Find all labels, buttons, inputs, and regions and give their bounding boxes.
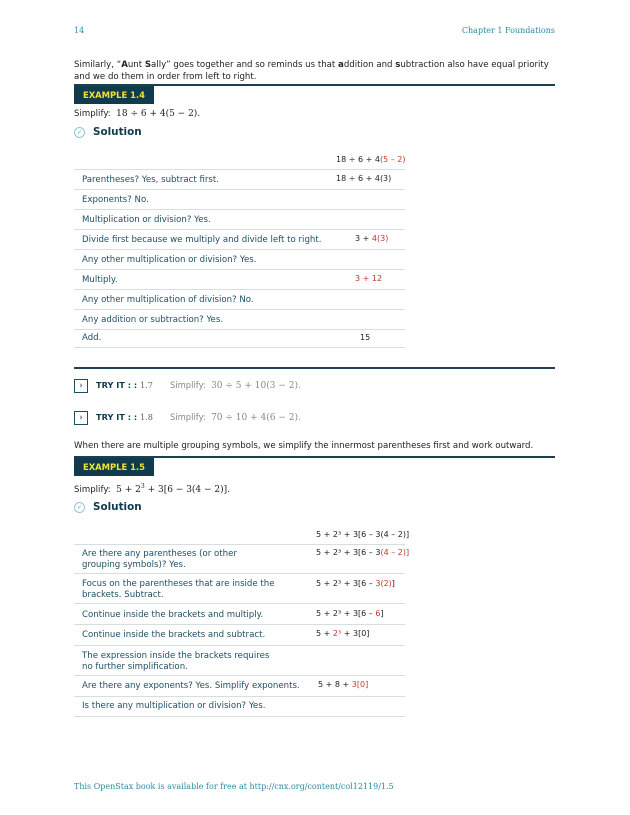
table-row (74, 210, 405, 230)
table-row (74, 250, 405, 270)
example-1-4-problem: Simplify: 18 ÷ 6 + 4(5 − 2). (74, 109, 201, 119)
step-description: Exponents? No. (82, 195, 149, 205)
table-row (74, 150, 405, 170)
step-expression: 5 + 8 + 3[0] (318, 680, 369, 689)
step-expression: 5 + 2³ + 3[6 – 3(2)] (316, 579, 395, 588)
example-1-4-label: EXAMPLE 1.4 (74, 86, 154, 104)
step-description: Are there any parentheses (or other grouping symbols)? Yes. (82, 549, 237, 570)
step-description: Any addition or subtraction? Yes. (82, 315, 224, 325)
example-1-4-solution-heading: ✓ Solution (74, 126, 142, 138)
table-row (74, 574, 405, 604)
step-expression: 3 + 12 (355, 274, 383, 283)
table-row (74, 697, 405, 717)
try-it-problem: Simplify: 30 ÷ 5 + 10(3 − 2). (170, 380, 301, 391)
try-it-problem: Simplify: 70 ÷ 10 + 4(6 − 2). (170, 412, 301, 423)
example-1-5-label: EXAMPLE 1.5 (74, 458, 154, 476)
check-icon: ✓ (74, 127, 85, 138)
intro-paragraph: Similarly, “Aunt Sally” goes together and so reminds us that addition and subtraction also have equal priority and we do them in order from left to right. (74, 60, 549, 82)
step-expression: 5 + 2³ + 3[6 – 6] (316, 609, 384, 618)
table-row (74, 604, 405, 625)
example-1-4-expression: 18 ÷ 6 + 4(5 − 2). (116, 109, 201, 119)
step-expression: 5 + 2³ + 3[6 – 3(4 – 2)] (316, 548, 410, 557)
chevron-right-icon[interactable]: › (74, 379, 88, 393)
step-description: Any other multiplication of division? No. (82, 295, 254, 305)
grouping-paragraph: When there are multiple grouping symbols, we simplify the innermost parentheses first and work outward. (74, 441, 534, 451)
chevron-right-icon[interactable]: › (74, 411, 88, 425)
step-expression: 18 ÷ 6 + 4(5 – 2) (336, 155, 406, 164)
step-description: Continue inside the brackets and multiply. (82, 610, 264, 620)
table-row (74, 330, 405, 348)
table-row (74, 625, 405, 646)
table-row (74, 230, 405, 250)
table-row (74, 646, 405, 676)
step-description: Continue inside the brackets and subtract. (82, 630, 266, 640)
step-description: Parentheses? Yes, subtract first. (82, 175, 220, 185)
example-1-5-problem: Simplify: $5 + 2^3 + 3[6 - 3(4 - 2)]$. (74, 483, 231, 495)
step-description: Is there any multiplication or division? Yes. (82, 701, 266, 711)
step-description: Are there any exponents? Yes. Simplify exponents. (82, 681, 300, 691)
try-it-label: TRY IT : : 1.7 (96, 380, 153, 390)
step-description: Divide first because we multiply and divide left to right. (82, 235, 322, 245)
table-row (74, 290, 405, 310)
step-expression: 18 ÷ 6 + 4(3) (336, 174, 392, 183)
example-1-5-expression: $5 + 2^3 + 3[6 - 3(4 - 2)]$. (116, 483, 231, 495)
try-it-label: TRY IT : : 1.8 (96, 412, 153, 422)
step-expression: 3 + 4(3) (355, 234, 389, 243)
step-description: Add. (82, 333, 102, 343)
example-1-5-solution-heading: ✓ Solution (74, 501, 142, 513)
step-expression: 5 + 2³ + 3[6 – 3(4 – 2)] (316, 530, 410, 539)
step-description: Focus on the parentheses that are inside the brackets. Subtract. (82, 579, 275, 600)
table-row (74, 524, 410, 545)
step-description: Multiplication or division? Yes. (82, 215, 211, 225)
step-description: Any other multiplication or division? Yes. (82, 255, 257, 265)
step-description: The expression inside the brackets requires no further simplification. (82, 651, 270, 672)
check-icon: ✓ (74, 502, 85, 513)
step-expression: 15 (360, 333, 371, 342)
step-description: Multiply. (82, 275, 118, 285)
step-expression: 5 + 2³ + 3[0] (316, 629, 370, 638)
table-row (74, 545, 410, 574)
page-number: 14 (74, 26, 85, 35)
table-row (74, 270, 405, 290)
chapter-title: Chapter 1 Foundations (461, 26, 555, 35)
example-1-4-bottom-rule (74, 367, 555, 369)
table-row (74, 190, 405, 210)
table-row (74, 676, 405, 697)
footer-note: This OpenStax book is available for free at http://cnx.org/content/col12119/1.5 (74, 782, 394, 791)
table-row (74, 170, 405, 190)
table-row (74, 310, 405, 330)
